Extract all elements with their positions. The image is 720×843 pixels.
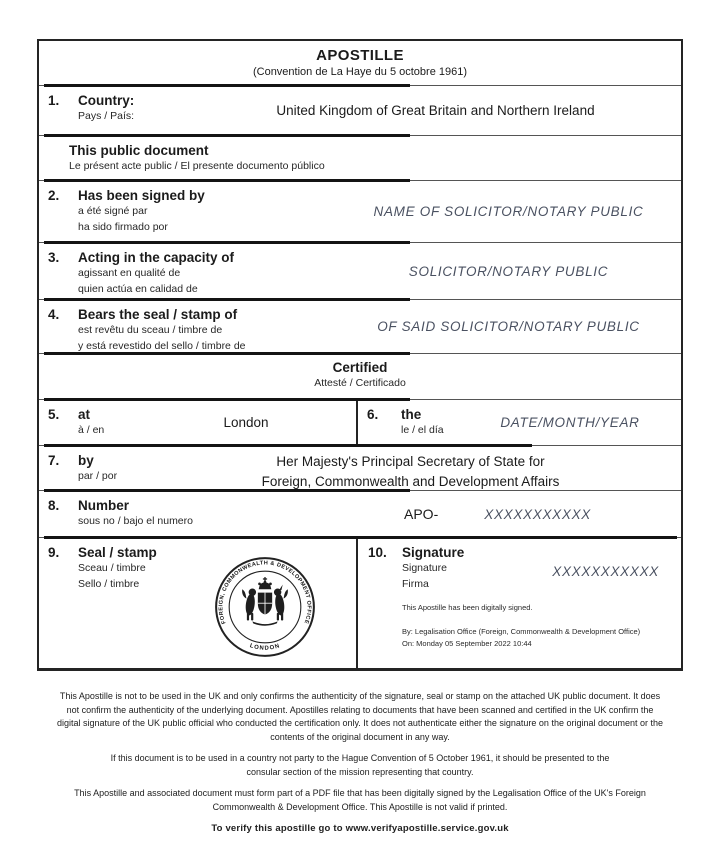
signed-by-sublabel-es: ha sido firmado por (78, 220, 168, 233)
row-by (39, 445, 681, 490)
capacity-sublabel-es: quien actúa en calidad de (78, 282, 198, 295)
row-by-number: 7. (48, 453, 60, 468)
signed-by-office: By: Legalisation Office (Foreign, Commonwealth & Development Office) (402, 627, 641, 637)
verify-apostille-url: To verify this apostille go to www.verifyapostille.service.gov.uk (211, 823, 509, 834)
page-subtitle: (Convention de La Haye du 5 octobre 1961) (252, 66, 468, 78)
row-bears-seal (39, 299, 681, 353)
number-label: Number (78, 498, 130, 513)
signature-sublabel-fr: Signature (402, 562, 447, 574)
the-label: the (401, 407, 422, 422)
capacity-labels (78, 243, 336, 299)
cell-the (358, 400, 681, 445)
digitally-signed-note: This Apostille has been digitally signed. (402, 603, 533, 613)
at-labels (78, 400, 136, 445)
the-value: DATE/MONTH/YEAR (500, 415, 640, 430)
signature-labels (402, 538, 464, 591)
bears-seal-label: Bears the seal / stamp of (78, 307, 238, 322)
certified-label: Certified (332, 360, 388, 375)
row-country-number: 1. (48, 93, 60, 108)
country-value: United Kingdom of Great Britain and Northern Ireland (276, 103, 595, 118)
certified-sublabel: Attesté / Certificado (314, 377, 406, 389)
signed-by-sublabel-fr: a été signé par (78, 205, 148, 217)
seal-sublabel-fr: Sceau / timbre (78, 562, 146, 574)
bears-seal-sublabel-fr: est revêtu du sceau / timbre de (78, 324, 223, 336)
by-labels (78, 446, 140, 490)
fcdo-seal-icon (206, 548, 324, 666)
public-document-label: This public document (69, 143, 209, 158)
by-value (140, 446, 681, 490)
row-seal-signature (39, 537, 681, 668)
seal-labels (78, 538, 174, 668)
number-labels (78, 491, 236, 537)
row-at-the (39, 399, 681, 445)
at-value: London (223, 415, 269, 430)
row-signed-by (39, 180, 681, 242)
capacity-value: SOLICITOR/NOTARY PUBLIC (408, 263, 609, 279)
row-number-number: 8. (48, 498, 60, 513)
cell-seal (39, 538, 358, 668)
row-bears-number: 4. (48, 307, 60, 322)
row-number (39, 490, 681, 537)
by-label: by (78, 453, 94, 468)
number-sublabel: sous no / bajo el numero (78, 515, 193, 527)
by-value-line1: Her Majesty's Principal Secretary of State for (276, 454, 545, 469)
the-labels (401, 400, 459, 445)
by-sublabel: par / por (78, 470, 118, 482)
signed-by-labels (78, 181, 336, 242)
signature-label: Signature (402, 545, 465, 560)
bears-seal-sublabel-es: y está revestido del sello / timbre de (78, 339, 246, 352)
cell-at (39, 400, 358, 445)
signed-by-value: NAME OF SOLICITOR/NOTARY PUBLIC (373, 204, 644, 219)
footer-paragraph-1: This Apostille is not to be used in the UK and only confirms the authenticity of the signature, seal or stamp on the attached UK public document. It does not confirm the authenticity of the underlying document. Apostilles relating to documents that have been scanned and certified in the UK confirm the digital signature of the UK public official who conducted the certification only. It does not authenticate either the signature on the original document or the contents of the original document in any way. (56, 691, 664, 742)
seal-sublabel-es: Sello / timbre (78, 577, 140, 590)
seal-ring-text-bottom: LONDON (248, 643, 282, 652)
bears-seal-labels (78, 300, 336, 353)
page-title: APOSTILLE (316, 47, 404, 64)
row-signature-number: 10. (368, 545, 387, 560)
row-certified (39, 353, 681, 399)
public-document-labels (39, 136, 325, 180)
at-sublabel: à / en (78, 424, 105, 436)
the-sublabel: le / el día (401, 424, 444, 436)
footer-paragraph-2: If this document is to be used in a country not party to the Hague Convention of 5 October 1961, it should be presented to the consular section of the mission representing that country. (110, 753, 610, 777)
signature-value: XXXXXXXXXXX (552, 564, 659, 579)
row-capacity-number: 3. (48, 250, 60, 265)
capacity-sublabel-fr: agissant en qualité de (78, 267, 181, 279)
signed-on-date: On: Monday 05 September 2022 10:44 (402, 639, 532, 649)
signed-by-label: Has been signed by (78, 188, 205, 203)
country-label: Country: (78, 93, 135, 108)
capacity-label: Acting in the capacity of (78, 250, 235, 265)
apostille-number-prefix: APO- (404, 506, 439, 522)
at-label: at (78, 407, 91, 422)
cell-signature (358, 538, 681, 668)
form-header (39, 41, 681, 85)
row-at-number: 5. (48, 407, 60, 422)
row-seal-number: 9. (48, 545, 60, 560)
seal-stamp-area (174, 538, 356, 668)
seal-ring-text-top: FOREIGN, COMMONWEALTH & DEVELOPMENT OFFICE (218, 560, 312, 625)
row-signed-number: 2. (48, 188, 60, 203)
row-country-labels (78, 86, 190, 135)
by-value-line2: Foreign, Commonwealth and Development Affairs (261, 473, 560, 489)
apostille-form (37, 39, 683, 671)
footer-notes (40, 690, 680, 836)
apostille-number-value: XXXXXXXXXXX (484, 506, 591, 522)
number-value-group (236, 491, 681, 537)
country-sublabel: Pays / País: (78, 110, 135, 122)
row-the-number: 6. (367, 407, 379, 422)
bears-seal-value: OF SAID SOLICITOR/NOTARY PUBLIC (377, 319, 640, 334)
row-country (39, 85, 681, 135)
public-document-sublabel: Le présent acte public / El presente documento público (69, 160, 325, 172)
row-public-document (39, 135, 681, 180)
seal-label: Seal / stamp (78, 545, 157, 560)
footer-paragraph-3: This Apostille and associated document must form part of a PDF file that has been digitally signed by the Legalisation Office of the UK's Foreign Commonwealth & Development Office. This Apostille is not valid if printed. (74, 788, 646, 812)
signature-sublabel-es: Firma (402, 577, 429, 590)
row-capacity (39, 242, 681, 299)
